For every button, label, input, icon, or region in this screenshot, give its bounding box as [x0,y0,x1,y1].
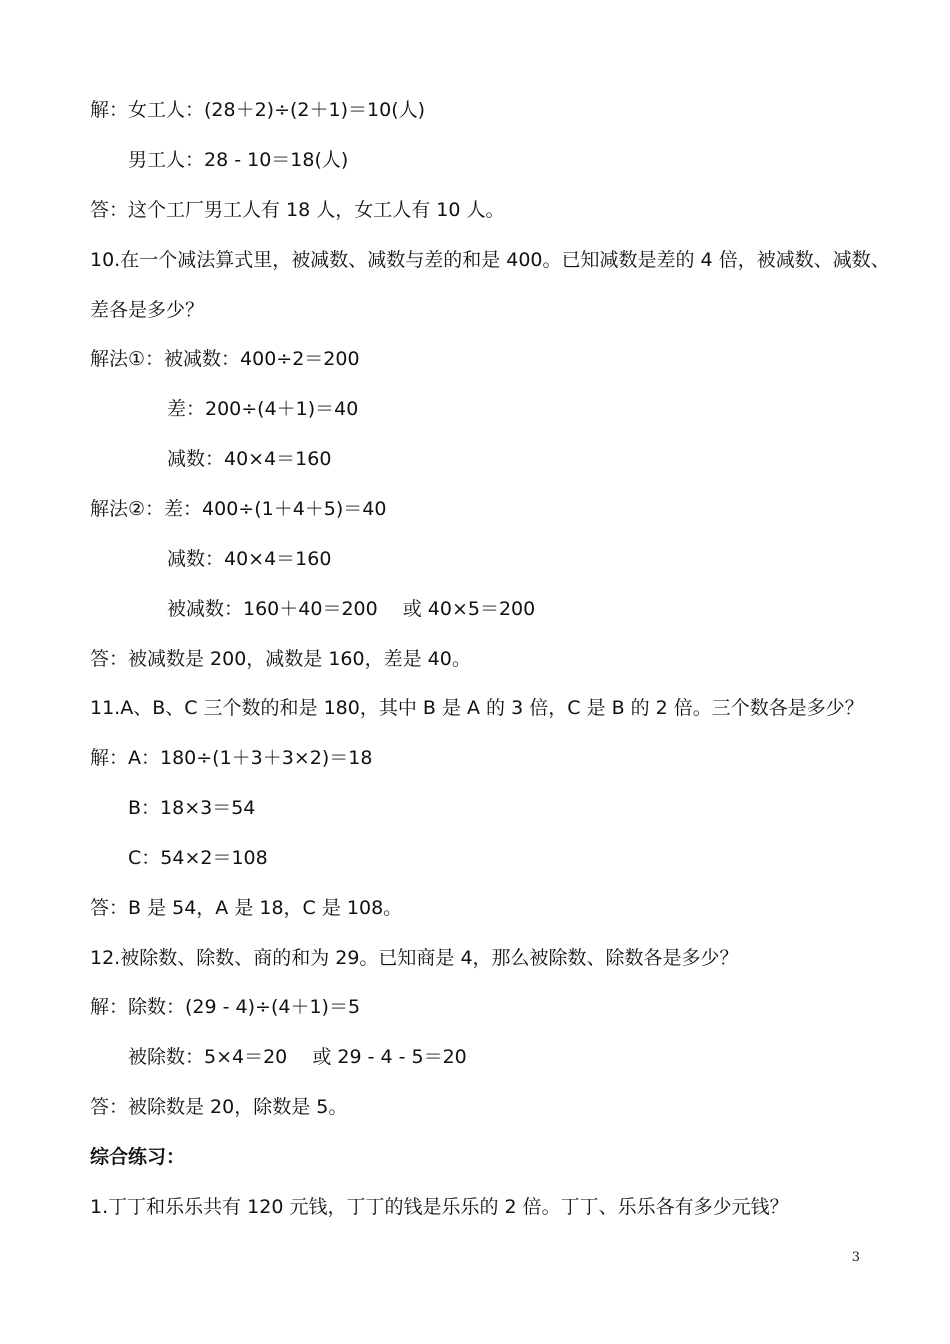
solution-b: B：18×3＝54 [128,797,256,819]
problem-12-text: 12.被除数、除数、商的和为 29。已知商是 4，那么被除数、除数各是多少？ [90,947,739,969]
section-heading-comprehensive-practice: 综合练习： [90,1146,186,1168]
problem-10-text: 10.在一个减法算式里，被减数、减数与差的和是 400。已知减数是差的 4 倍，被减数、减数、 [90,249,890,271]
solution-dividend: 被除数：5×4＝20 或 29 - 4 - 5＝20 [128,1046,467,1068]
method-2-minuend: 被减数：160＋40＝200 或 40×5＝200 [167,598,536,620]
method-1-subtrahend: 减数：40×4＝160 [167,448,332,470]
solution-divisor: 解：除数：(29 - 4)÷(4＋1)＝5 [90,996,361,1018]
answer-problem-10: 答：被减数是 200，减数是 160，差是 40。 [90,648,471,670]
solution-a: 解：A：180÷(1＋3＋3×2)＝18 [90,747,373,769]
practice-problem-1: 1.丁丁和乐乐共有 120 元钱，丁丁的钱是乐乐的 2 倍。丁丁、乐乐各有多少元钱？ [90,1196,789,1218]
answer-problem-12: 答：被除数是 20，除数是 5。 [90,1096,348,1118]
solution-c: C：54×2＝108 [128,847,268,869]
method-2-subtrahend: 减数：40×4＝160 [167,548,332,570]
method-1-minuend: 解法①：被减数：400÷2＝200 [90,348,360,370]
answer-problem-11: 答：B 是 54，A 是 18，C 是 108。 [90,897,403,919]
solution-women-workers: 解：女工人：(28＋2)÷(2＋1)＝10(人) [90,99,426,121]
method-1-difference: 差：200÷(4＋1)＝40 [167,398,359,420]
problem-10-text-cont: 差各是多少？ [90,299,205,321]
page-number: 3 [851,1250,860,1265]
problem-11-text: 11.A、B、C 三个数的和是 180，其中 B 是 A 的 3 倍，C 是 B 的 2 倍。三个数各是多少？ [90,697,864,719]
method-2-difference: 解法②：差：400÷(1＋4＋5)＝40 [90,498,387,520]
solution-men-workers: 男工人：28 - 10＝18(人) [128,149,349,171]
answer-workers: 答：这个工厂男工人有 18 人，女工人有 10 人。 [90,199,505,221]
